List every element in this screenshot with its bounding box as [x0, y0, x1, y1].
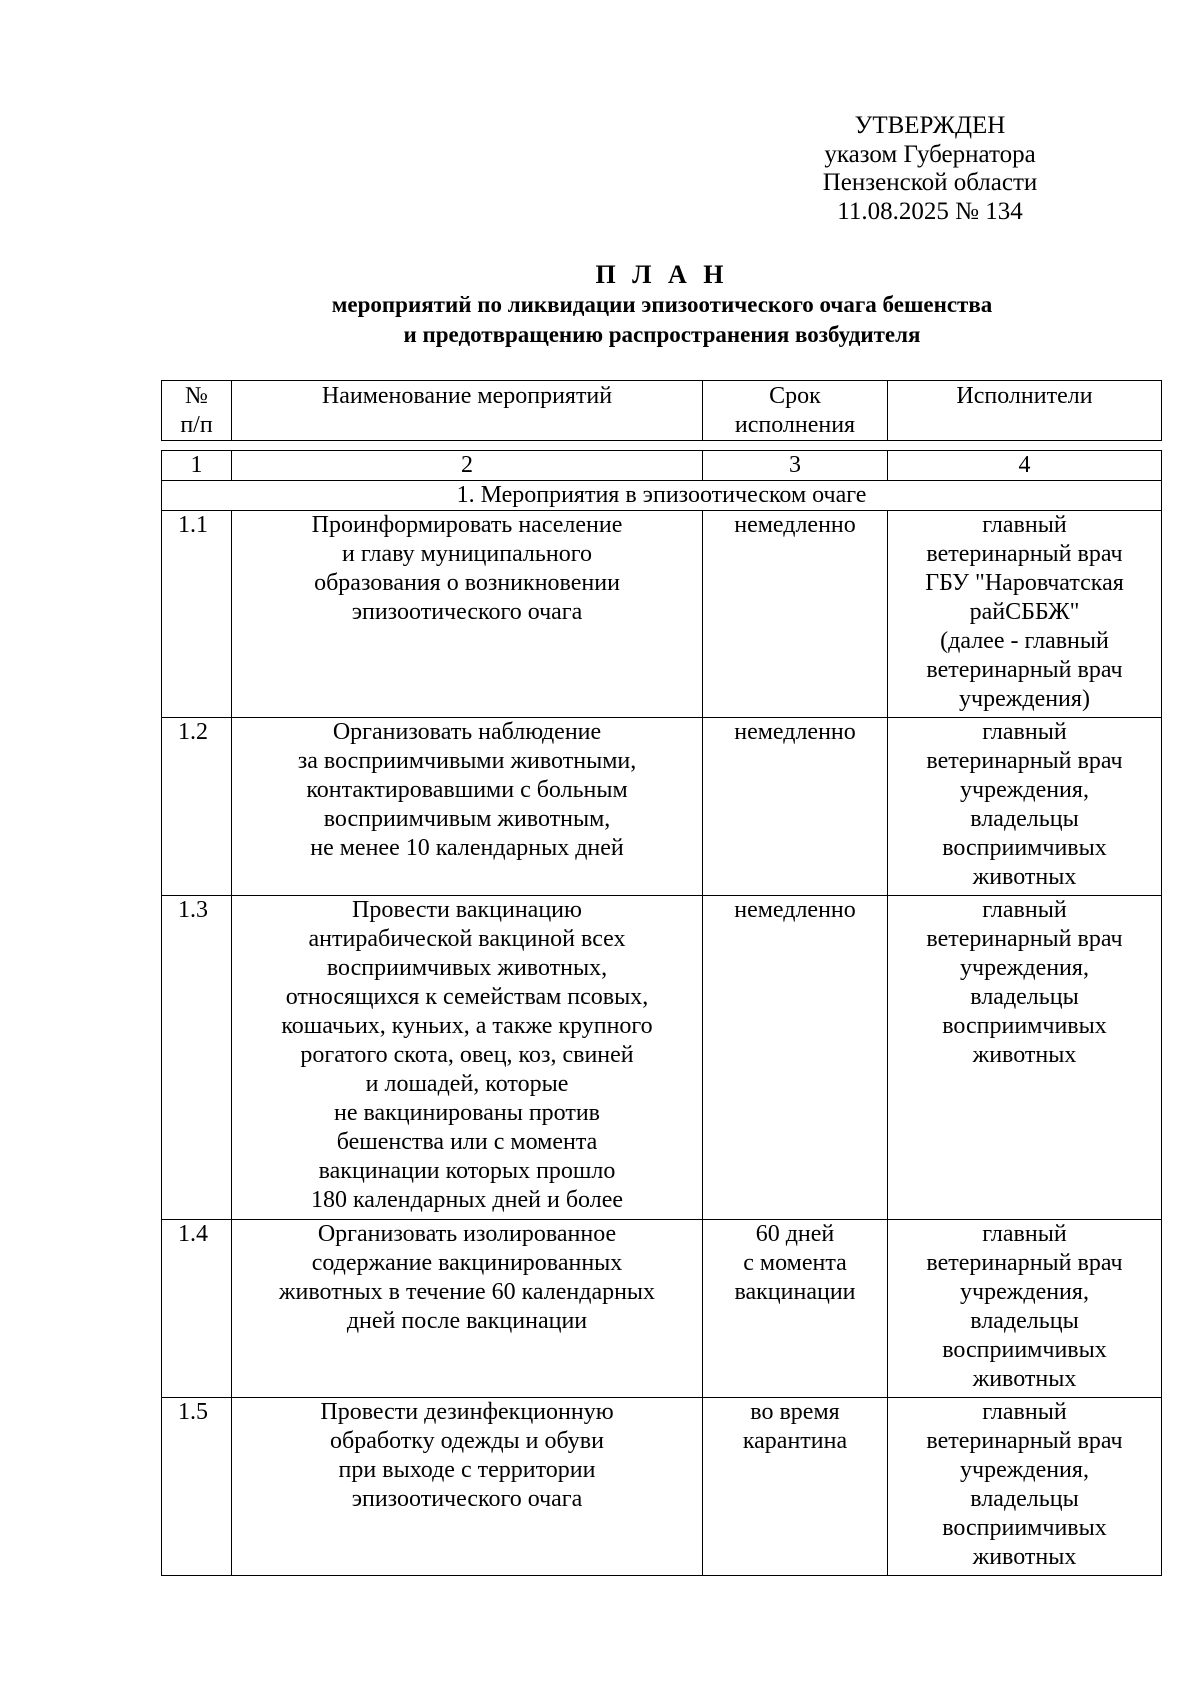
row-executors-line: восприимчивых [942, 1013, 1107, 1039]
row-number: 1.2 [162, 718, 232, 896]
approval-block [780, 112, 1080, 226]
row-executors-line: главный [982, 512, 1067, 538]
row-executors-line: животных [972, 1042, 1077, 1068]
row-activity-line: 180 календарных дней и более [310, 1187, 624, 1213]
row-executors [888, 1220, 1162, 1398]
row-term-line: немедленно [734, 512, 856, 538]
row-executors-line: животных [972, 1366, 1077, 1392]
table-row [162, 1220, 1162, 1398]
row-term-line: немедленно [734, 897, 856, 923]
row-executors-line: ветеринарный врач [926, 748, 1123, 774]
row-executors-line: учреждения, [960, 1457, 1089, 1483]
row-activity-line: восприимчивым животным, [323, 806, 611, 832]
row-activity [232, 718, 703, 896]
row-activity-line: Организовать наблюдение [332, 719, 602, 745]
table-row [162, 1398, 1162, 1576]
row-executors-line: учреждения, [960, 955, 1089, 981]
row-term [703, 718, 888, 896]
row-activity-line: Провести вакцинацию [352, 897, 582, 923]
row-term-line: во время [750, 1399, 840, 1425]
column-number: 4 [888, 451, 1162, 481]
row-number: 1.3 [162, 896, 232, 1220]
header-num: № п/п [162, 381, 232, 441]
row-activity-line: и главу муниципального [342, 541, 592, 567]
row-activity-line: бешенства или с момента [336, 1129, 598, 1155]
plan-table [161, 450, 1162, 1576]
row-term-line: карантина [742, 1428, 848, 1454]
row-activity-line: не менее 10 календарных дней [310, 835, 624, 861]
plan-heading: П Л А Н [595, 260, 729, 289]
row-executors-line: восприимчивых [942, 1515, 1107, 1541]
row-executors-line: ветеринарный врач [926, 541, 1123, 567]
row-activity-line: относящихся к семействам псовых, [285, 984, 649, 1010]
row-executors [888, 896, 1162, 1220]
section-row [162, 481, 1162, 511]
row-term [703, 896, 888, 1220]
row-activity-line: Проинформировать население [311, 512, 623, 538]
row-activity-line: эпизоотического очага [351, 599, 583, 625]
row-activity-line: не вакцинированы против [333, 1100, 601, 1126]
table-row [162, 511, 1162, 718]
row-term-line: вакцинации [734, 1279, 856, 1305]
row-executors-line: владельцы [970, 1308, 1079, 1334]
column-number: 1 [162, 451, 232, 481]
row-executors-line: владельцы [970, 984, 1079, 1010]
row-executors-line: главный [982, 719, 1067, 745]
row-executors-line: райСББЖ" [969, 599, 1080, 625]
row-activity-line: эпизоотического очага [351, 1486, 583, 1512]
row-activity-line: кошачьих, куньих, а также крупного [281, 1013, 653, 1039]
row-activity-line: при выходе с территории [338, 1457, 596, 1483]
row-executors-line: (далее - главный [940, 628, 1109, 654]
row-activity-line: животных в течение 60 календарных [278, 1279, 656, 1305]
row-activity-line: вакцинации которых прошло [318, 1158, 616, 1184]
row-executors-line: животных [972, 1544, 1077, 1570]
row-activity-line: рогатого скота, овец, коз, свиней [300, 1042, 634, 1068]
plan-subtitle-line-1: мероприятий по ликвидации эпизоотического очага бешенства [331, 292, 993, 317]
row-executors-line: учреждения) [959, 686, 1090, 712]
row-activity-line: контактировавшими с больным [306, 777, 628, 803]
row-activity [232, 896, 703, 1220]
row-term [703, 1220, 888, 1398]
row-executors-line: владельцы [970, 1486, 1079, 1512]
row-executors-line: животных [972, 864, 1077, 890]
header-name: Наименование мероприятий [232, 381, 703, 441]
row-executors-line: главный [982, 1399, 1067, 1425]
section-title: 1. Мероприятия в эпизоотическом очаге [162, 481, 1162, 511]
plan-title-block [162, 260, 1162, 350]
row-activity-line: содержание вакцинированных [311, 1250, 623, 1276]
row-activity-line: за восприимчивыми животными, [297, 748, 637, 774]
row-executors [888, 1398, 1162, 1576]
column-number: 3 [703, 451, 888, 481]
header-term: Срок исполнения [703, 381, 888, 441]
row-number: 1.1 [162, 511, 232, 718]
table-row [162, 718, 1162, 896]
plan-subtitle-line-2: и предотвращению распространения возбудителя [403, 322, 921, 347]
approval-region: Пензенской области [822, 169, 1038, 196]
row-executors-line: главный [982, 897, 1067, 923]
row-executors-line: владельцы [970, 806, 1079, 832]
row-executors-line: восприимчивых [942, 1337, 1107, 1363]
row-activity-line: образования о возникновении [314, 570, 620, 596]
row-activity-line: дней после вакцинации [346, 1308, 588, 1334]
row-executors-line: учреждения, [960, 1279, 1089, 1305]
approval-decree: указом Губернатора [824, 140, 1036, 168]
row-executors-line: ветеринарный врач [926, 926, 1123, 952]
row-activity-line: и лошадей, которые [365, 1071, 569, 1097]
row-activity-line: восприимчивых животных, [326, 955, 608, 981]
table-header [161, 380, 1162, 441]
row-executors-line: главный [982, 1221, 1067, 1247]
table-row [162, 896, 1162, 1220]
row-activity [232, 1398, 703, 1576]
row-activity-line: обработку одежды и обуви [330, 1428, 604, 1454]
row-term [703, 1398, 888, 1576]
approval-status: УТВЕРЖДЕН [854, 112, 1006, 139]
row-executors-line: ветеринарный врач [926, 1428, 1123, 1454]
column-number: 2 [232, 451, 703, 481]
row-executors [888, 511, 1162, 718]
row-activity-line: Провести дезинфекционную [320, 1399, 614, 1425]
header-executors: Исполнители [888, 381, 1162, 441]
row-term-line: с момента [743, 1250, 847, 1276]
row-term-line: 60 дней [755, 1221, 835, 1247]
row-number: 1.4 [162, 1220, 232, 1398]
row-number: 1.5 [162, 1398, 232, 1576]
row-term-line: немедленно [734, 719, 856, 745]
header-row [162, 381, 1162, 441]
row-activity-line: Организовать изолированное [317, 1221, 617, 1247]
row-executors-line: ГБУ "Наровчатская [925, 570, 1124, 596]
row-executors [888, 718, 1162, 896]
row-term [703, 511, 888, 718]
column-number-row [162, 451, 1162, 481]
row-executors-line: восприимчивых [942, 835, 1107, 861]
row-executors-line: ветеринарный врач [926, 1250, 1123, 1276]
row-executors-line: учреждения, [960, 777, 1089, 803]
row-executors-line: ветеринарный врач [926, 657, 1123, 683]
approval-date-number: 11.08.2025 № 134 [837, 197, 1023, 225]
row-activity-line: антирабической вакциной всех [308, 926, 626, 952]
row-activity [232, 511, 703, 718]
row-activity [232, 1220, 703, 1398]
